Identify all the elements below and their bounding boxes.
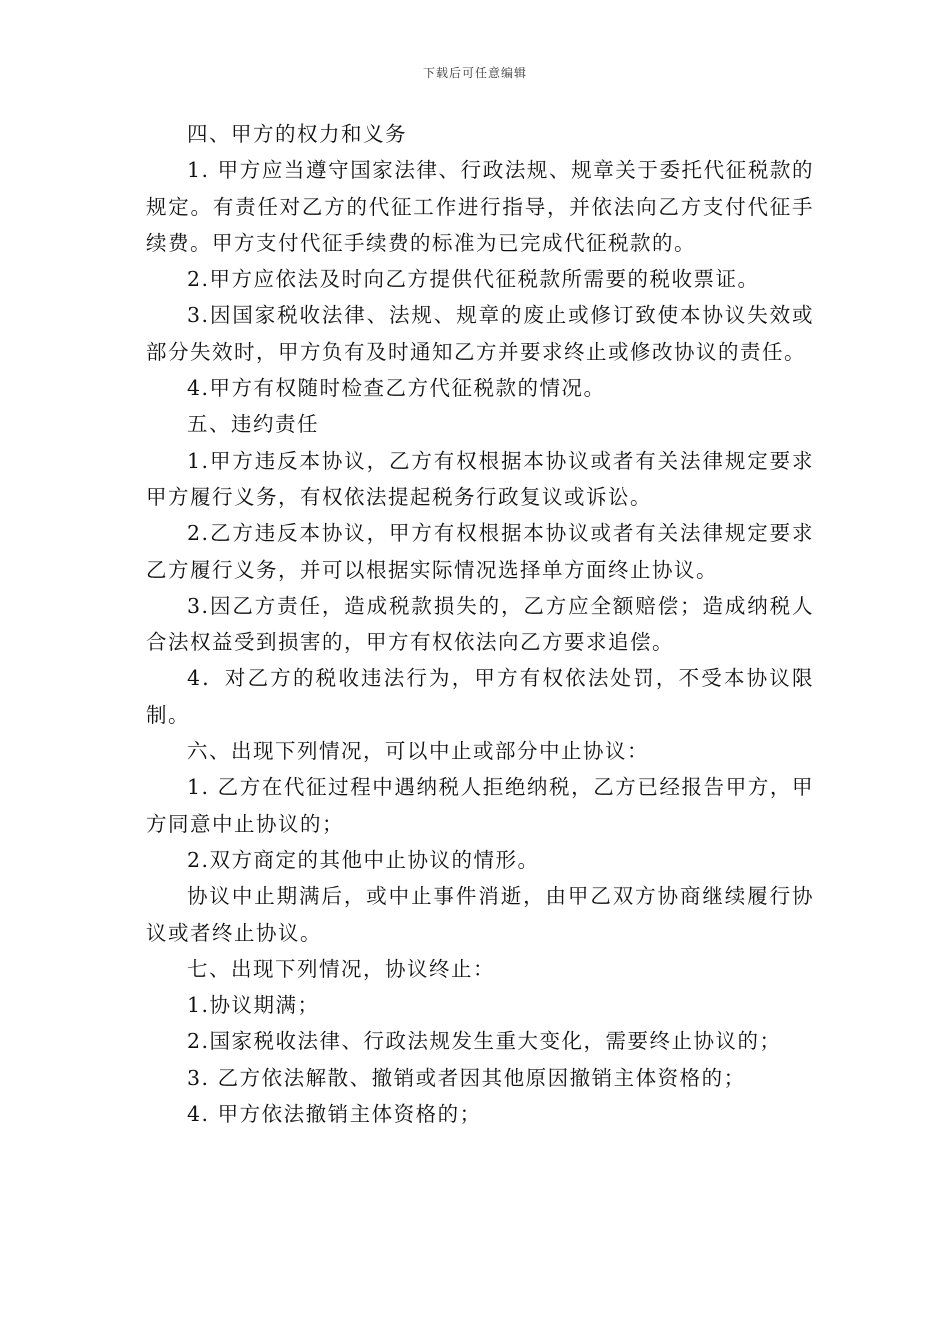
paragraph: 2.甲方应依法及时向乙方提供代征税款所需要的税收票证。	[187, 267, 760, 292]
paragraph: 4．对乙方的税收违法行为，甲方有权依法处罚，不受本协议限制。	[146, 666, 814, 727]
paragraph: 4.甲方有权随时检查乙方代征税款的情况。	[187, 376, 606, 401]
paragraph: 1.甲方违反本协议，乙方有权根据本协议或者有关法律规定要求甲方履行义务，有权依法提起税务行政复议或诉讼。	[146, 448, 814, 509]
paragraph: 1.协议期满；	[187, 993, 320, 1018]
paragraph: 3.因国家税收法律、法规、规章的废止或修订致使本协议失效或部分失效时，甲方负有及时通知乙方并要求终止或修改协议的责任。	[146, 303, 814, 364]
paragraph: 1. 乙方在代征过程中遇纳税人拒绝纳税，乙方已经报告甲方，甲方同意中止协议的；	[146, 775, 814, 836]
page-header: 下载后可任意编辑	[422, 66, 527, 80]
section-heading-rights: 四、甲方的权力和义务	[187, 122, 407, 146]
paragraph: 协议中止期满后，或中止事件消逝，由甲乙双方协商继续履行协议或者终止协议。	[146, 884, 814, 945]
paragraph: 3.因乙方责任，造成税款损失的，乙方应全额赔偿；造成纳税人合法权益受到损害的，甲方有权依法向乙方要求追偿。	[146, 593, 814, 655]
paragraph: 2.乙方违反本协议，甲方有权根据本协议或者有关法律规定要求乙方履行义务，并可以根据实际情况选择单方面终止协议。	[146, 521, 814, 582]
paragraph: 1. 甲方应当遵守国家法律、行政法规、规章关于委托代征税款的规定。有责任对乙方的代征工作进行指导，并依法向乙方支付代征手续费。甲方支付代征手续费的标准为已完成代征税款的。	[146, 158, 814, 255]
paragraph: 2.国家税收法律、行政法规发生重大变化，需要终止协议的；	[187, 1029, 782, 1054]
section-heading-termination: 七、出现下列情况，协议终止：	[187, 956, 495, 981]
section-heading-suspension: 六、出现下列情况，可以中止或部分中止协议：	[187, 739, 649, 764]
paragraph: 4. 甲方依法撤销主体资格的；	[187, 1102, 482, 1127]
paragraph: 2.双方商定的其他中止协议的情形。	[187, 847, 540, 872]
document-body	[146, 116, 814, 1132]
section-heading-liability: 五、违约责任	[187, 412, 319, 437]
paragraph: 3. 乙方依法解散、撤销或者因其他原因撤销主体资格的；	[187, 1065, 746, 1090]
